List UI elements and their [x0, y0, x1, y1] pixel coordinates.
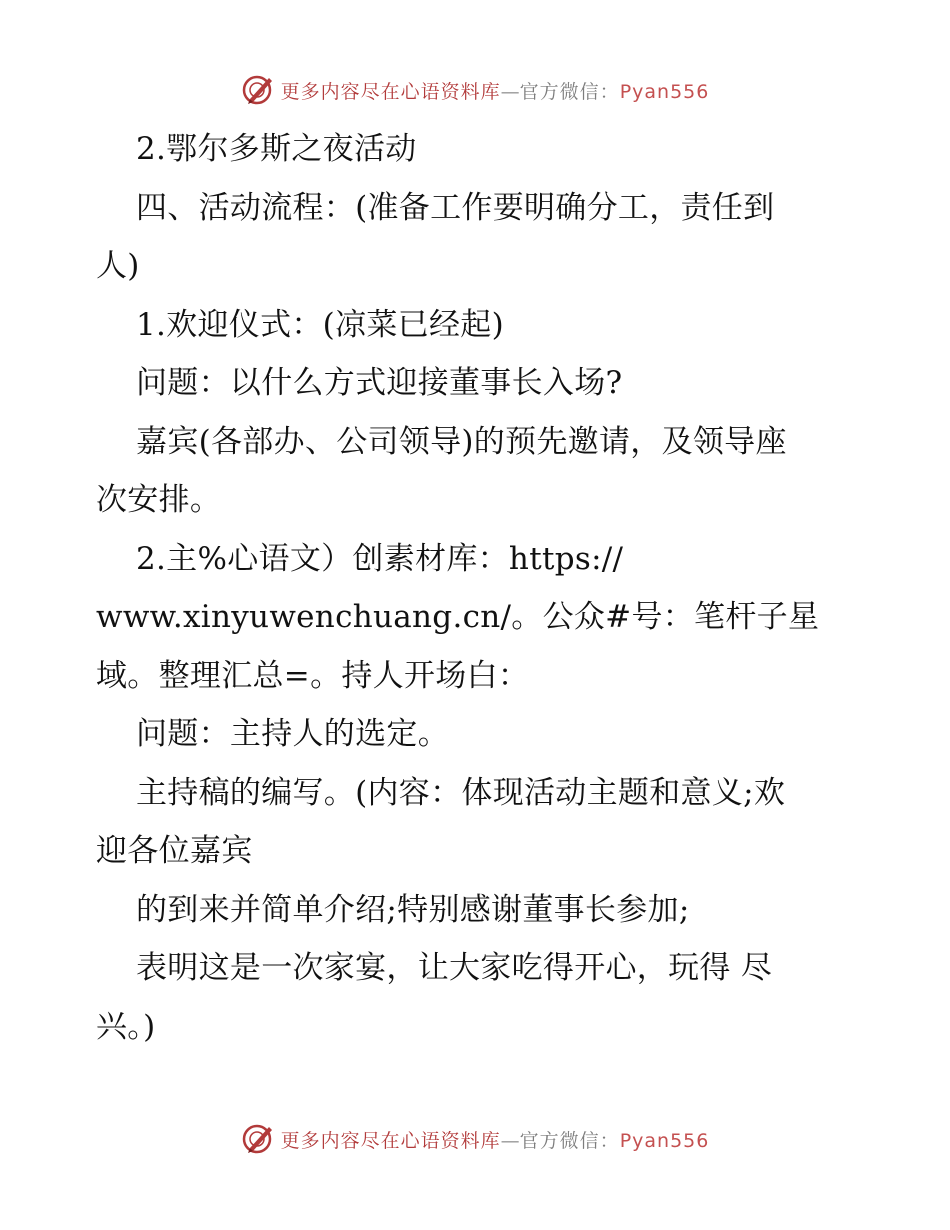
pen-logo-icon — [241, 1122, 275, 1156]
text-line: www.xinyuwenchuang.cn/。公众#号：笔杆子星 — [96, 599, 820, 635]
pen-logo-icon — [241, 73, 275, 107]
text-line: 表明这是一次家宴，让大家吃得开心，玩得 尽 — [136, 950, 773, 986]
text-line: 主持稿的编写。(内容：体现活动主题和意义;欢 — [136, 774, 786, 811]
banner-official: 官方微信： — [519, 1129, 620, 1152]
text-line: 的到来并简单介绍;特别感谢董事长参加; — [136, 891, 690, 928]
footer-banner — [0, 1119, 950, 1159]
text-line: 兴。) — [96, 1008, 156, 1045]
header-banner-inner — [241, 73, 710, 107]
text-line: 嘉宾(各部办、公司领导)的预先邀请，及领导座 — [136, 423, 787, 460]
header-banner-text — [281, 77, 710, 104]
banner-dash: — — [500, 80, 520, 103]
header-banner — [0, 70, 950, 110]
document-body — [96, 120, 866, 1056]
text-line: 四、活动流程：(准备工作要明确分工，责任到 — [136, 189, 775, 226]
text-line: 1.欢迎仪式：(凉菜已经起) — [136, 306, 504, 343]
text-line: 次安排。 — [96, 482, 222, 518]
footer-banner-text — [281, 1126, 710, 1153]
text-line: 问题：以什么方式迎接董事长入场? — [136, 365, 623, 401]
footer-banner-inner — [241, 1122, 710, 1156]
text-line: 迎各位嘉宾 — [96, 833, 253, 869]
banner-prefix: 更多内容尽在心语资料库 — [280, 1129, 501, 1152]
text-line: 2.主%心语文）创素材库：https:// — [136, 540, 624, 577]
banner-prefix: 更多内容尽在心语资料库 — [280, 80, 501, 103]
banner-wechat-id: Pyan556 — [619, 80, 710, 103]
banner-official: 官方微信： — [519, 80, 620, 103]
banner-wechat-id: Pyan556 — [619, 1129, 710, 1152]
text-line: 域。整理汇总=。持人开场白： — [96, 657, 530, 694]
text-line: 2.鄂尔多斯之夜活动 — [136, 131, 417, 167]
text-line: 人) — [96, 248, 140, 284]
text-line: 问题：主持人的选定。 — [136, 716, 449, 752]
banner-dash: — — [500, 1129, 520, 1152]
